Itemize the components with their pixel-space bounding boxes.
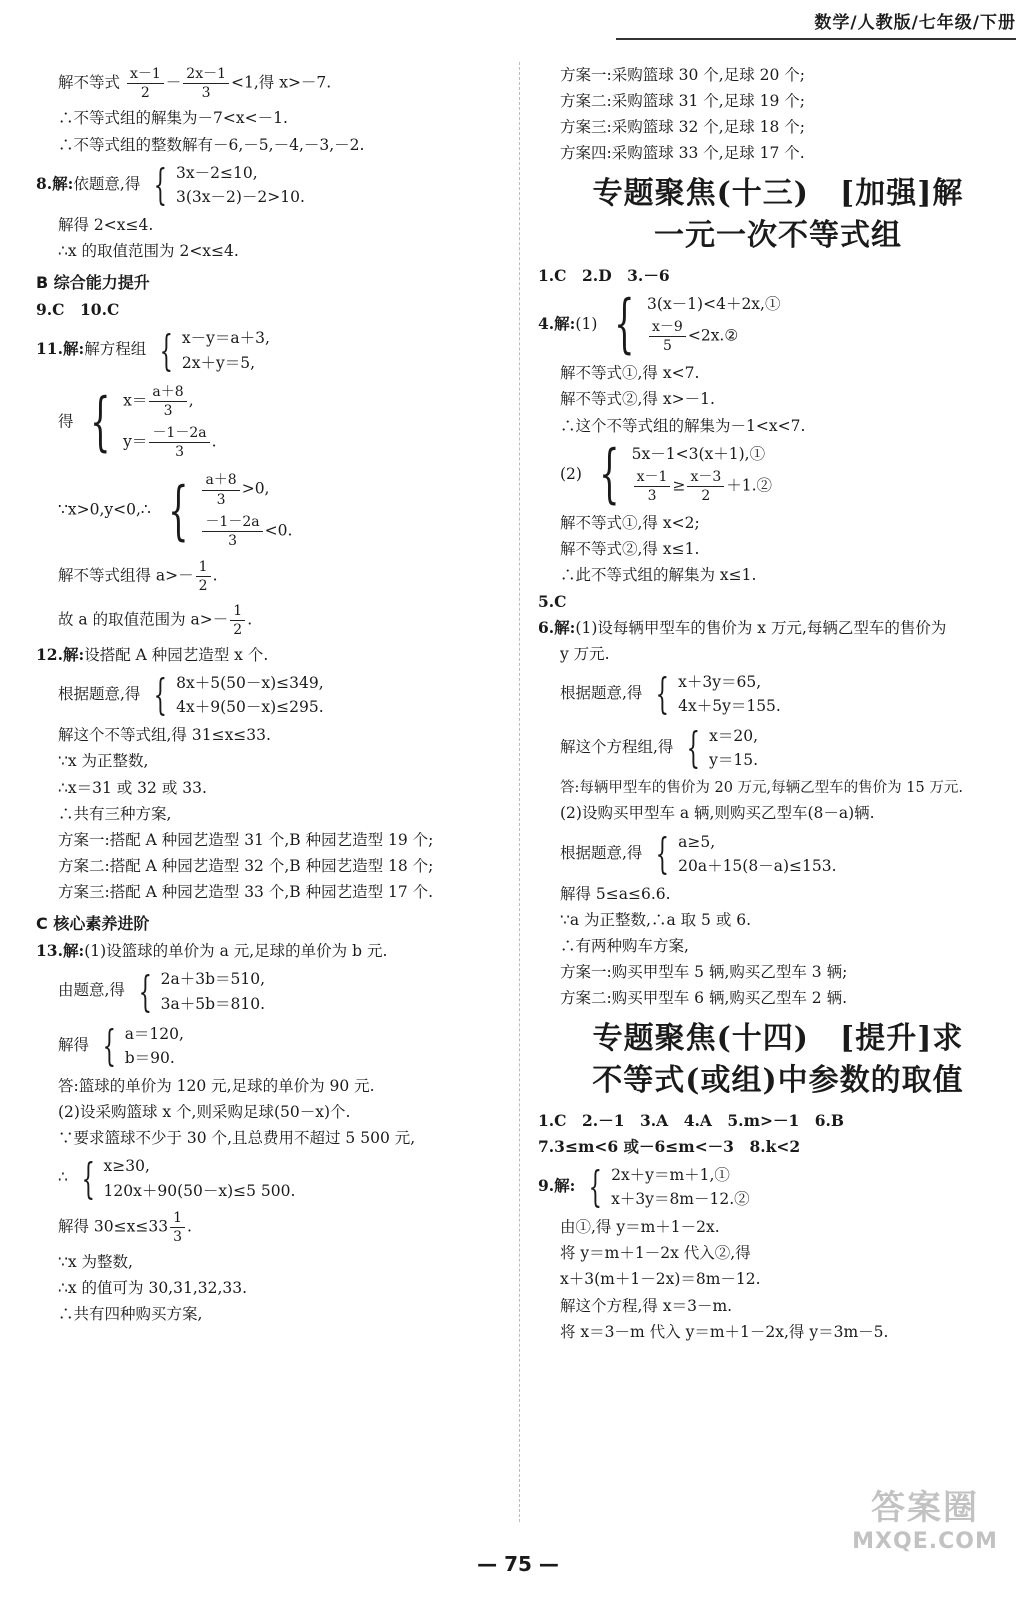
t13-q6-plan-1: 方案一:购买甲型车 5 辆,购买乙型车 3 辆; [560,963,848,982]
q12-integer: ∵x 为正整数, [58,752,149,771]
q13-plan-1: 方案一:采购篮球 30 个,足球 20 个; [560,66,806,84]
t13-q6-range: 解得 5≤a≤6.6. [560,884,671,903]
t13-q4-result1: ∴这个不等式组的解集为－1<x<7. [560,416,806,435]
page-number: — 75 — [477,1552,559,1576]
t14-q9-step3: x＋3(m＋1－2x)＝8m－12. [560,1270,761,1289]
t14-q9-step5: 将 x＝3－m 代入 y＝m＋1－2x,得 y＝3m－5. [560,1322,889,1341]
topic13-answers-1-3: 1.C 2.D 3.－6 [538,265,670,285]
q13-plan-4: 方案四:采购篮球 33 个,足球 17 个. [560,144,805,163]
q12-count: ∴共有三种方案, [58,804,172,823]
t13-q4-step1: 解不等式①,得 x<7. [560,364,700,383]
page-header [616,8,1016,40]
t13-q4-step3: 解不等式①,得 x<2; [560,514,700,533]
t13-q4-step2: 解不等式②,得 x>－1. [560,390,715,409]
q13-values: ∴x 的值可为 30,31,32,33. [58,1279,248,1298]
t13-q6-cont: y 万元. [560,644,610,663]
q12-plan-3: 方案三:搭配 A 种园艺造型 33 个,B 种园艺造型 17 个. [58,883,434,902]
t14-q9-step1: 由①,得 y＝m＋1－2x. [560,1218,720,1237]
q13-part2: (2)设采购篮球 x 个,则采购足球(50－x)个. [58,1103,351,1122]
q8-solve: 解得 2<x≤4. [58,215,154,234]
q11-range: 故 a 的取值范围为 a>－ $\frac{1}{2}$ . [58,602,253,638]
q11-condition: ∵x>0,y<0,∴ { $\frac{a+8}{3}$ >0, $\frac{-1-2a}{3}$ <0. [58,472,293,549]
q12-plan-2: 方案二:搭配 A 种园艺造型 32 个,B 种园艺造型 18 个; [58,857,434,876]
q13-solution: 解得 { a＝120, b＝90. [58,1020,184,1070]
t13-q6-system: 根据题意,得 { x＋3y＝65, 4x＋5y＝155. [560,669,781,719]
q13-requirement: ∵要求篮球不少于 30 个,且总费用不超过 5 500 元, [58,1129,416,1148]
q13-inequality: ∴ { x≥30, 120x＋90(50－x)≤5 500. [58,1153,296,1203]
left-line-3: ∴不等式组的整数解有－6,－5,－4,－3,－2. [58,135,365,154]
t13-q6-solution: 解这个方程组,得 { x＝20, y＝15. [560,723,759,773]
t13-q4-result2: ∴此不等式组的解集为 x≤1. [560,566,757,585]
topic14-answers-7-8: 7.3≤m<6 或－6≤m<－3 8.k<2 [538,1136,801,1156]
t13-q6-integer: ∵a 为正整数,∴a 取 5 或 6. [560,910,752,929]
t13-q6-count: ∴有两种购车方案, [560,937,689,956]
t13-q6-part2: (2)设购买甲型车 a 辆,则购买乙型车(8－a)辆. [560,804,875,823]
section-c-heading: C 核心素养进阶 [36,914,150,934]
watermark-logo: 答案圈 MXQE.COM [852,1488,998,1554]
q13-system: 由题意,得 { 2a＋3b＝510, 3a＋5b＝810. [58,966,266,1016]
t13-q6-answer: 答:每辆甲型车的售价为 20 万元,每辆乙型车的售价为 15 万元. [560,779,963,796]
section-b-heading: B 综合能力提升 [36,273,150,293]
q11: 11.解:解方程组 { x－y＝a＋3, 2x＋y＝5, [36,325,270,375]
left-column [36,62,506,1328]
q11-solution: 得 { x＝ $\frac{a+8}{3}$ , y＝ $\frac{-1-2a}{3}$ . [58,383,217,461]
t13-q6: 6.解:(1)设每辆甲型车的售价为 x 万元,每辆乙型车的售价为 [538,617,947,637]
q8-range: ∴x 的取值范围为 2<x≤4. [58,242,239,261]
q11-result: 解不等式组得 a>－ $\frac{1}{2}$ . [58,559,218,595]
t13-q6-inequality: 根据题意,得 { a≥5, 20a＋15(8－a)≤153. [560,828,837,878]
t13-q4-part2: (2) { 5x－1<3(x＋1),① $\frac{x-1}{3}$ ≥ $\frac{x-3}{2}$ ＋1.② [560,437,773,512]
column-divider [519,62,520,1522]
q12: 12.解:设搭配 A 种园艺造型 x 个. [36,644,269,664]
t13-q5: 5.C [538,591,567,611]
topic-14-heading: 专题聚焦(十四) [提升]求 不等式(或组)中参数的取值 [592,1020,964,1098]
q13: 13.解:(1)设篮球的单价为 a 元,足球的单价为 b 元. [36,941,388,961]
q12-solve: 解这个不等式组,得 31≤x≤33. [58,726,271,745]
q13-integer: ∵x 为整数, [58,1253,133,1272]
header-title: 数学/人教版/七年级/下册 [814,13,1016,33]
q13-range: 解得 30≤x≤33 $\frac{1}{3}$ . [58,1209,192,1245]
q13-count: ∴共有四种购买方案, [58,1305,203,1324]
q12-values: ∴x＝31 或 32 或 33. [58,778,207,797]
t14-q9-step2: 将 y＝m＋1－2x 代入②,得 [560,1244,751,1263]
t13-q4: 4.解:(1) { 3(x－1)<4＋2x,① $\frac{x-9}{5}$ <2x.② [538,287,781,362]
q13-plan-2: 方案二:采购篮球 31 个,足球 19 个; [560,92,806,111]
t14-q9-step4: 解这个方程,得 x＝3－m. [560,1296,733,1315]
left-line-2: ∴不等式组的解集为－7<x<－1. [58,109,288,128]
topic14-answers-1-6: 1.C 2.－1 3.A 4.A 5.m>－1 6.B [538,1110,845,1130]
q12-system: 根据题意,得 { 8x＋5(50－x)≤349, 4x＋9(50－x)≤295. [58,670,324,720]
left-line-1: 解不等式 $\frac{x-1}{2}$ － $\frac{2x-1}{3}$ <1,得 x>－7. [58,66,332,102]
q12-plan-1: 方案一:搭配 A 种园艺造型 31 个,B 种园艺造型 19 个; [58,830,434,849]
right-column [538,62,1018,1345]
t13-q6-plan-2: 方案二:购买甲型车 6 辆,购买乙型车 2 辆. [560,989,848,1008]
t13-q4-step4: 解不等式②,得 x≤1. [560,540,700,559]
q13-plan-3: 方案三:采购篮球 32 个,足球 18 个; [560,118,806,137]
q13-answer: 答:篮球的单价为 120 元,足球的单价为 90 元. [58,1077,375,1095]
answers-9-10: 9.C 10.C [36,300,120,320]
t14-q9: 9.解: { 2x＋y＝m＋1,① x＋3y＝8m－12.② [538,1161,750,1211]
q8: 8.解:依题意,得 { 3x－2≤10, 3(3x－2)－2>10. [36,159,305,209]
topic-13-heading: 专题聚焦(十三) [加强]解 一元一次不等式组 [592,175,964,253]
